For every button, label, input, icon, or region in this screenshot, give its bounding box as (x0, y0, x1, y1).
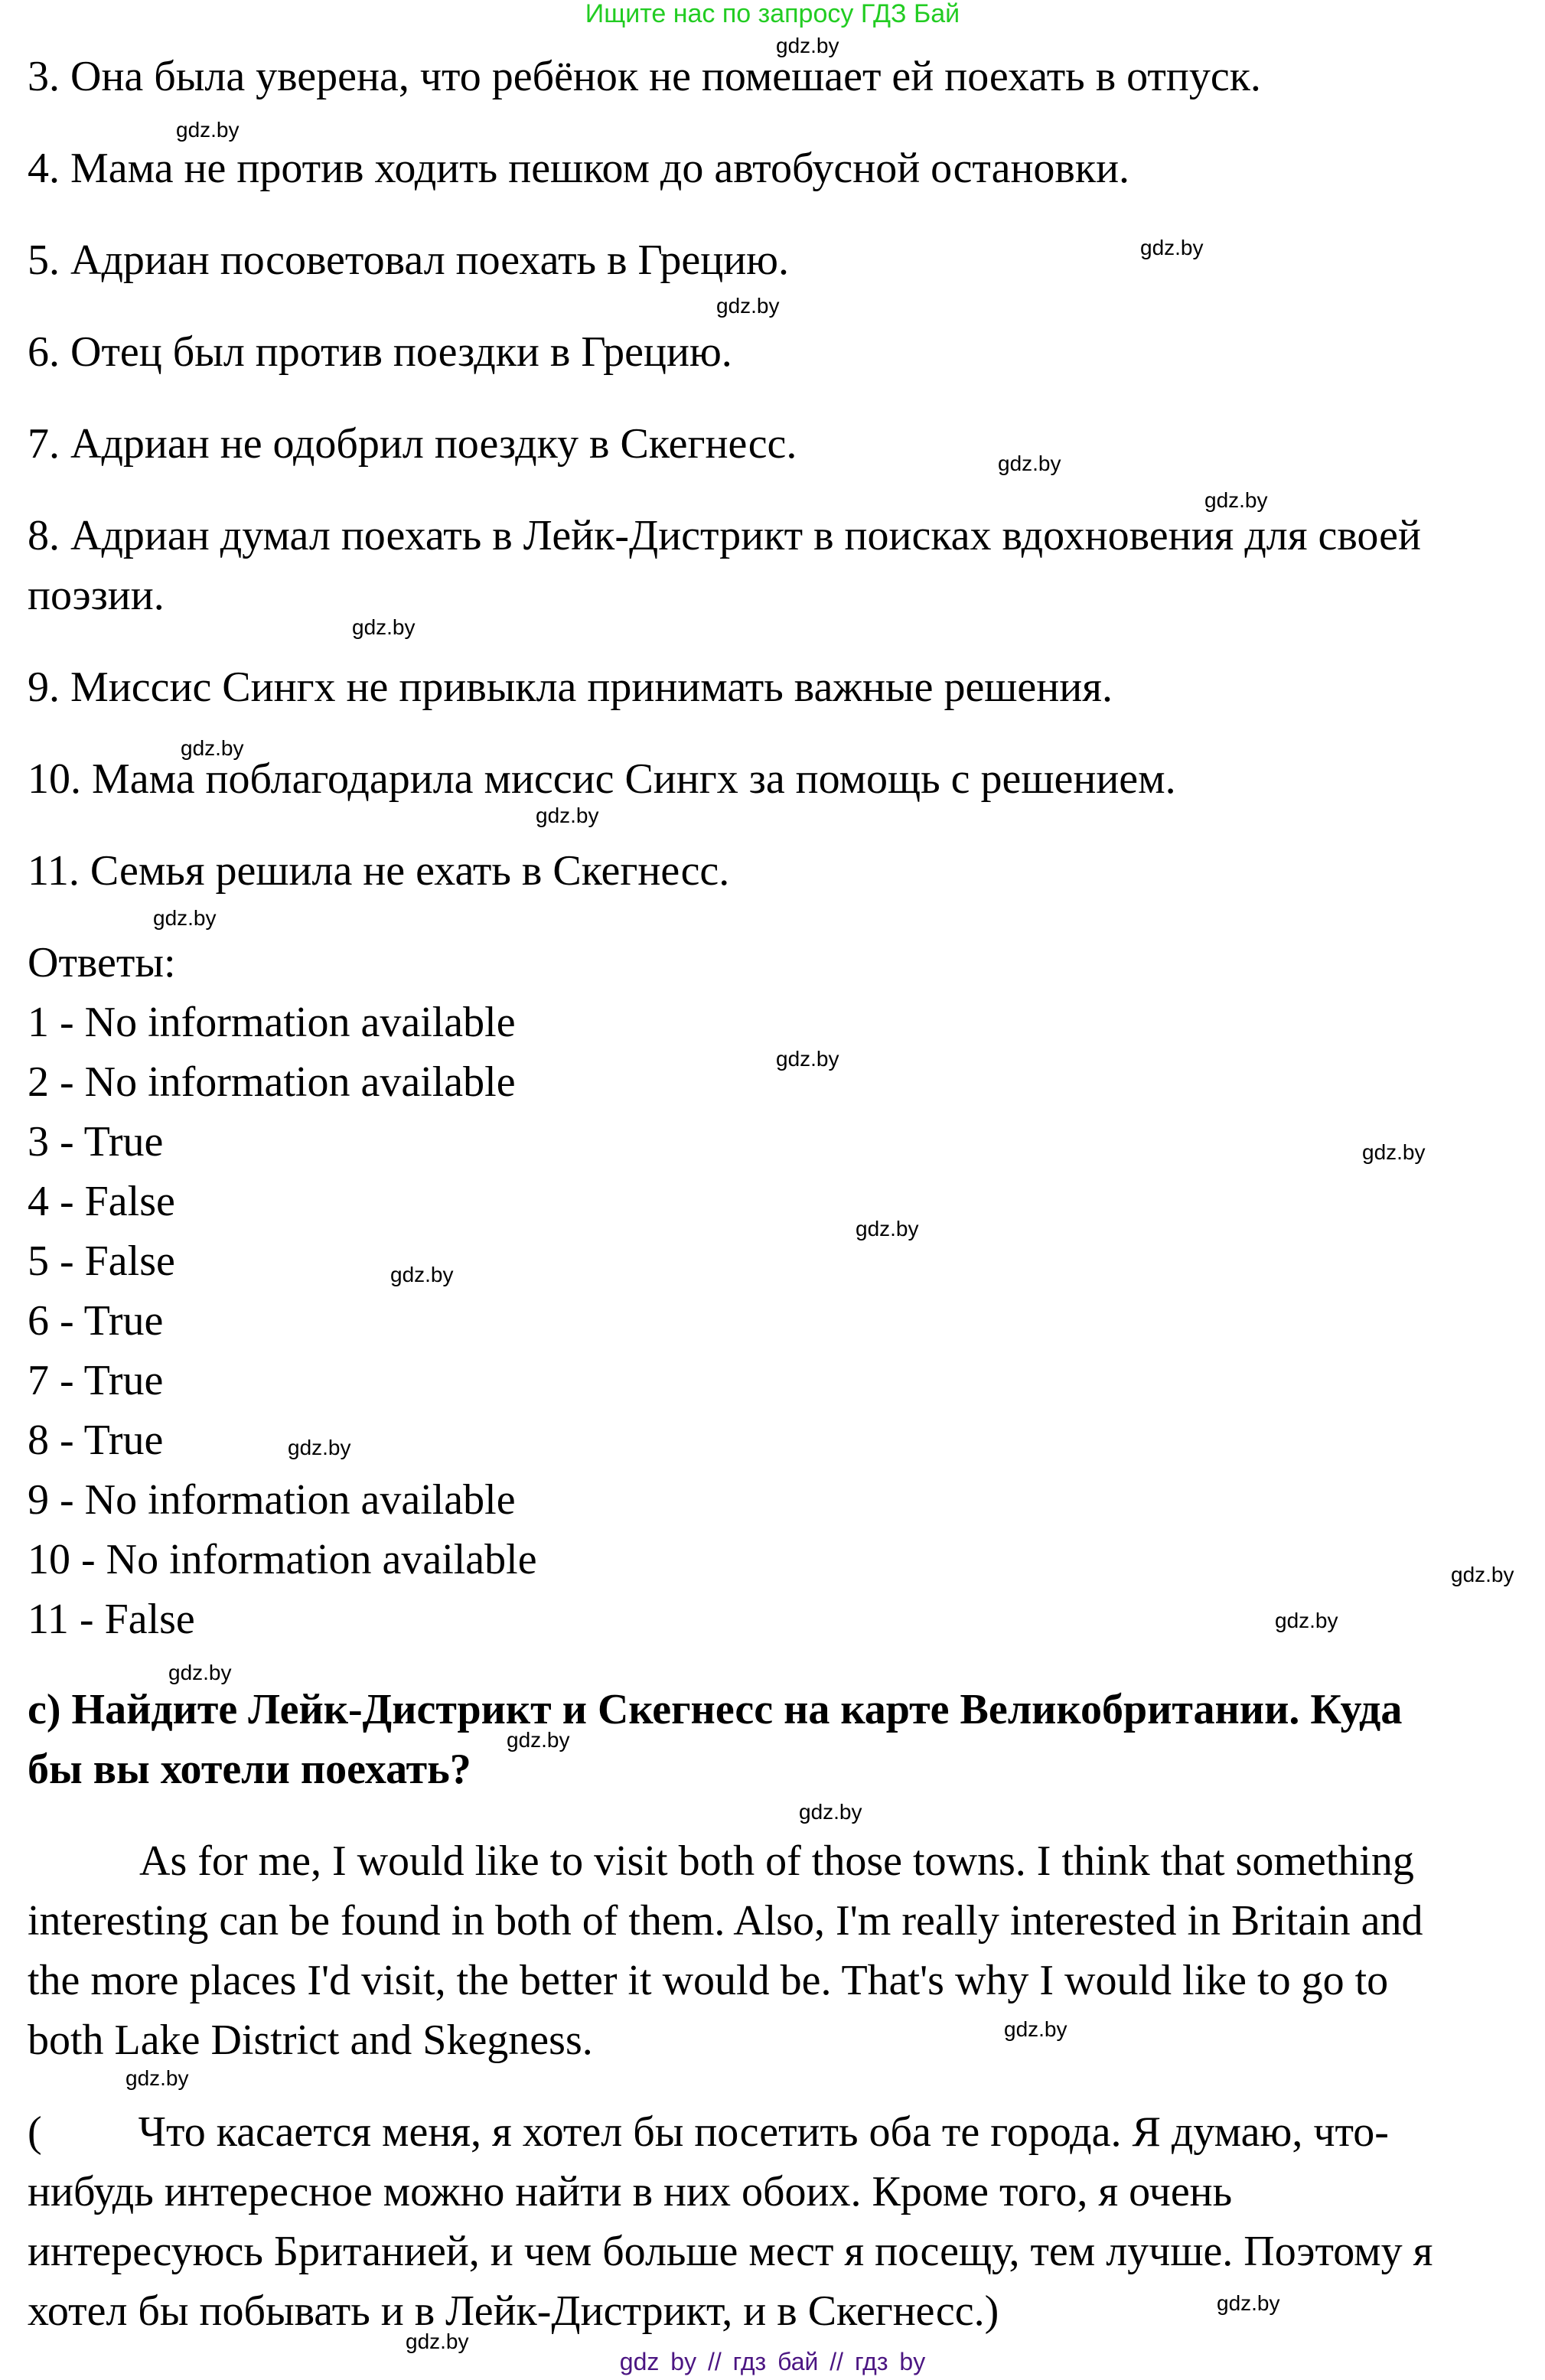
watermark: gdz.by (1451, 1563, 1514, 1586)
answer-item: 8 - True (28, 1417, 164, 1464)
english-paragraph-line-3: the more places I'd visit, the better it would be. That's why I would like to go to (28, 1957, 1389, 2004)
watermark: gdz.by (176, 118, 240, 142)
statement-4: 4. Мама не против ходить пешком до автобусной остановки. (28, 145, 1130, 192)
watermark: gdz.by (1204, 488, 1268, 512)
watermark: gdz.by (1362, 1140, 1426, 1164)
answer-item: 10 - No information available (28, 1536, 537, 1583)
watermark: gdz.by (776, 34, 839, 57)
watermark: gdz.by (536, 804, 599, 827)
answers-title: Ответы: (28, 939, 176, 986)
answer-item: 2 - No information available (28, 1058, 516, 1106)
watermark: gdz.by (168, 1661, 232, 1684)
answer-item: 1 - No information available (28, 999, 516, 1046)
answer-item: 11 - False (28, 1596, 195, 1643)
statement-8: 8. Адриан думал поехать в Лейк-Дистрикт в поисках вдохновения для своей (28, 512, 1421, 559)
watermark: gdz.by (1217, 2291, 1280, 2315)
answer-item: 3 - True (28, 1118, 164, 1166)
watermark: gdz.by (288, 1436, 351, 1459)
watermark: gdz.by (716, 294, 780, 318)
watermark: gdz.by (799, 1800, 862, 1824)
statement-5: 5. Адриан посоветовал поехать в Грецию. (28, 236, 790, 284)
watermark: gdz.by (153, 906, 217, 930)
watermark: gdz.by (390, 1263, 454, 1286)
task-c-heading-line-2: бы вы хотели поехать? (28, 1746, 471, 1793)
answer-item: 6 - True (28, 1297, 164, 1345)
open-paren: ( (28, 2108, 42, 2156)
english-text: As for me, I would like to visit both of those towns. I think that something (139, 1837, 1414, 1885)
watermark: gdz.by (998, 452, 1061, 475)
statement-11: 11. Семья решила не ехать в Скегнесс. (28, 847, 730, 895)
watermark: gdz.by (181, 736, 244, 760)
watermark: gdz.by (856, 1217, 919, 1241)
russian-paragraph-line-2: нибудь интересное можно найти в них обоих. Кроме того, я очень (28, 2168, 1233, 2215)
statement-6: 6. Отец был против поездки в Грецию. (28, 328, 732, 376)
statement-10: 10. Мама поблагодарила миссис Сингх за помощь с решением. (28, 755, 1176, 803)
watermark: gdz.by (1140, 236, 1204, 259)
answer-item: 5 - False (28, 1237, 175, 1285)
footer-banner[interactable]: gdz by // гдз бай // гдз by (619, 2348, 926, 2375)
statement-3: 3. Она была уверена, что ребёнок не помешает ей поехать в отпуск. (28, 53, 1261, 100)
english-paragraph-line-2: interesting can be found in both of them. Also, I'm really interested in Britain and (28, 1897, 1423, 1945)
watermark: gdz.by (776, 1047, 839, 1071)
task-c-heading-line-1: c) Найдите Лейк-Дистрикт и Скегнесс на карте Великобритании. Куда (28, 1686, 1403, 1733)
answer-item: 7 - True (28, 1357, 164, 1404)
answer-item: 9 - No information available (28, 1476, 516, 1524)
watermark: gdz.by (507, 1728, 570, 1752)
russian-paragraph-line-3: интересуюсь Британией, и чем больше мест я посещу, тем лучше. Поэтому я (28, 2228, 1433, 2275)
watermark: gdz.by (352, 615, 416, 639)
russian-paragraph-line-4: хотел бы побывать и в Лейк-Дистрикт, и в Скегнесс.) (28, 2287, 999, 2335)
watermark: gdz.by (406, 2329, 469, 2353)
statement-8-cont: поэзии. (28, 572, 165, 619)
english-paragraph-line-4: both Lake District and Skegness. (28, 2016, 593, 2064)
watermark: gdz.by (1004, 2017, 1067, 2041)
watermark: gdz.by (1275, 1609, 1338, 1632)
header-banner: Ищите нас по запросу ГДЗ Бай (585, 0, 960, 28)
russian-paragraph-line-1 (28, 2108, 1389, 2157)
english-paragraph-line-1 (28, 1837, 1414, 1886)
statement-9: 9. Миссис Сингх не привыкла принимать важные решения. (28, 663, 1113, 711)
russian-text: Что касается меня, я хотел бы посетить оба те города. Я думаю, что- (138, 2108, 1389, 2156)
answer-item: 4 - False (28, 1178, 175, 1225)
statement-7: 7. Адриан не одобрил поездку в Скегнесс. (28, 420, 797, 468)
watermark: gdz.by (125, 2066, 189, 2090)
